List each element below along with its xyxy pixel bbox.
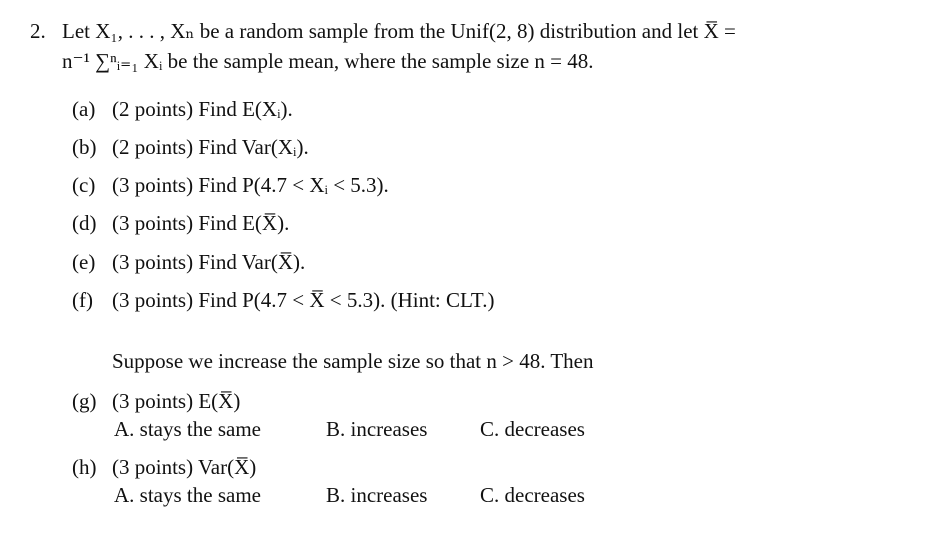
part-h-label: (h) xyxy=(72,455,97,479)
part-a-label: (a) xyxy=(72,97,96,121)
part-e-text: (3 points) Find Var(X̅). xyxy=(112,250,306,274)
part-a-text: (2 points) Find E(Xᵢ). xyxy=(112,97,293,121)
part-g-text: (3 points) E(X̅) xyxy=(112,389,241,413)
problem-number: 2. xyxy=(30,19,46,43)
problem-intro-line1: Let X₁, . . . , Xₙ be a random sample from the Unif(2, 8) distribution and let X̅ = xyxy=(62,19,736,43)
part-h-choice-a: A. stays the same xyxy=(114,483,261,507)
problem-intro-line2: n⁻¹ ∑ⁿᵢ₌₁ Xᵢ be the sample mean, where the sample size n = 48. xyxy=(62,49,594,73)
part-b-label: (b) xyxy=(72,135,97,159)
part-g-choice-c: C. decreases xyxy=(480,417,585,441)
part-f-label: (f) xyxy=(72,288,93,312)
part-e-label: (e) xyxy=(72,250,96,274)
part-b-text: (2 points) Find Var(Xᵢ). xyxy=(112,135,309,159)
part-h-choice-c: C. decreases xyxy=(480,483,585,507)
part-d-text: (3 points) Find E(X̅). xyxy=(112,211,290,235)
part-h-text: (3 points) Var(X̅) xyxy=(112,455,257,479)
suppose-sentence: Suppose we increase the sample size so that n > 48. Then xyxy=(112,349,594,373)
part-h-choice-b: B. increases xyxy=(326,483,428,507)
part-g-choice-b: B. increases xyxy=(326,417,428,441)
part-g-label: (g) xyxy=(72,389,97,413)
part-d-label: (d) xyxy=(72,211,97,235)
part-g-choice-a: A. stays the same xyxy=(114,417,261,441)
part-c-text: (3 points) Find P(4.7 < Xᵢ < 5.3). xyxy=(112,173,389,197)
part-f-text: (3 points) Find P(4.7 < X̅ < 5.3). (Hint: CLT.) xyxy=(112,288,495,312)
part-c-label: (c) xyxy=(72,173,96,197)
